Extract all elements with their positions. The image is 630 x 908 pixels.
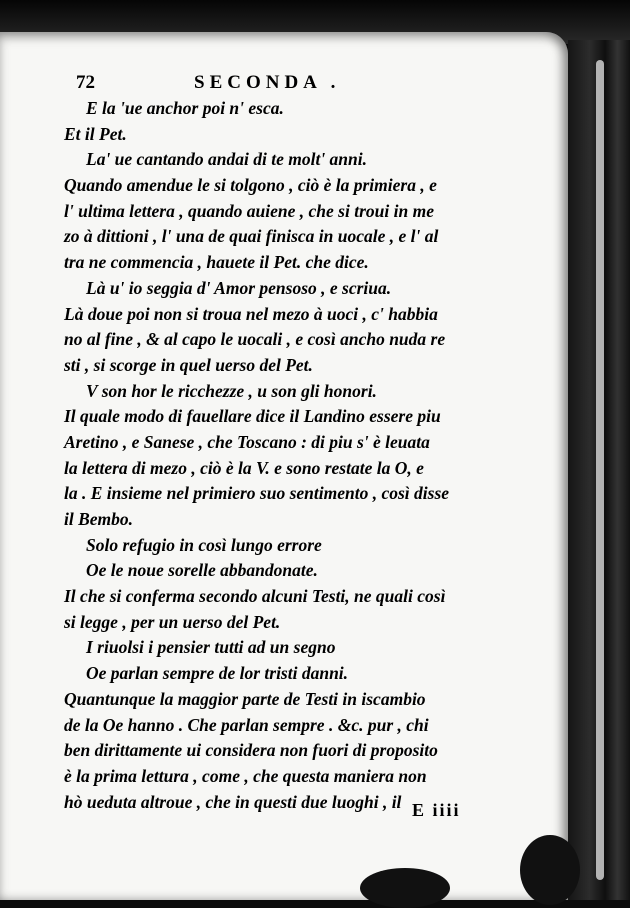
text-line: Oe le noue sorelle abbandonate. [86,560,318,581]
text-line: no al fine , & al capo le uocali , e così ancho nuda re [64,329,446,350]
text-line: I riuolsi i pensier tutti ad un segno [86,637,336,658]
text-line: si legge , per un uerso del Pet. [64,611,281,632]
text-line: la lettera di mezo , ciò è la V. e sono restate la O, e [64,457,424,478]
text-line: Oe parlan sempre de lor tristi danni. [86,663,349,684]
text-line: Il quale modo di fauellare dice il Landino essere piu [64,406,441,427]
text-line: Là doue poi non si troua nel mezo à uoci , c' habbia [64,303,438,324]
text-line: il Bembo. [64,509,134,529]
text-line: Quando amendue le si tolgono , ciò è la primiera , e [64,175,437,196]
text-line: sti , si scorge in quel uerso del Pet. [64,354,313,375]
text-line: Il che si conferma secondo alcuni Testi, ne quali così [64,586,446,607]
text-line: è la prima lettura , come , che questa maniera non [64,765,427,786]
text-line: ben dirittamente ui considera non fuori di proposito [64,740,438,761]
text-line: Et il Pet. [64,123,127,144]
text-line: zo à dittioni , l' una de quai finisca in uocale , e l' al [64,226,439,247]
text-line: de la Oe hanno . Che parlan sempre . &c. pur , chi [64,714,429,735]
running-head: SECONDA . [194,72,341,93]
text-line: V son hor le ricchezze , u son gli honori. [86,380,377,401]
text-line: la . E insieme nel primiero suo sentimento , così disse [64,483,450,504]
signature-mark: E iiii [412,800,461,820]
text-line: Aretino , e Sanese , che Toscano : di piu s' è leuata [64,431,430,452]
text-line: Quantunque la maggior parte de Testi in iscambio [64,688,426,709]
text-line: tra ne commencia , hauete il Pet. che dice. [64,252,369,273]
text-line: E la 'ue anchor poi n' esca. [86,98,284,118]
page-edge [596,60,604,880]
text-line: l' ultima lettera , quando auiene , che si troui in me [64,200,434,221]
scan-smudge [520,835,580,905]
text-line: hò ueduta altroue , che in questi due luoghi , il [64,791,402,812]
text-line: Là u' io seggia d' Amor pensoso , e scriua. [86,277,392,298]
text-block [64,96,504,815]
scan-smudge [360,868,450,908]
page-number: 72 [76,72,95,93]
text-line: La' ue cantando andai di te molt' anni. [86,149,368,170]
text-line: Solo refugio in così lungo errore [86,534,322,555]
